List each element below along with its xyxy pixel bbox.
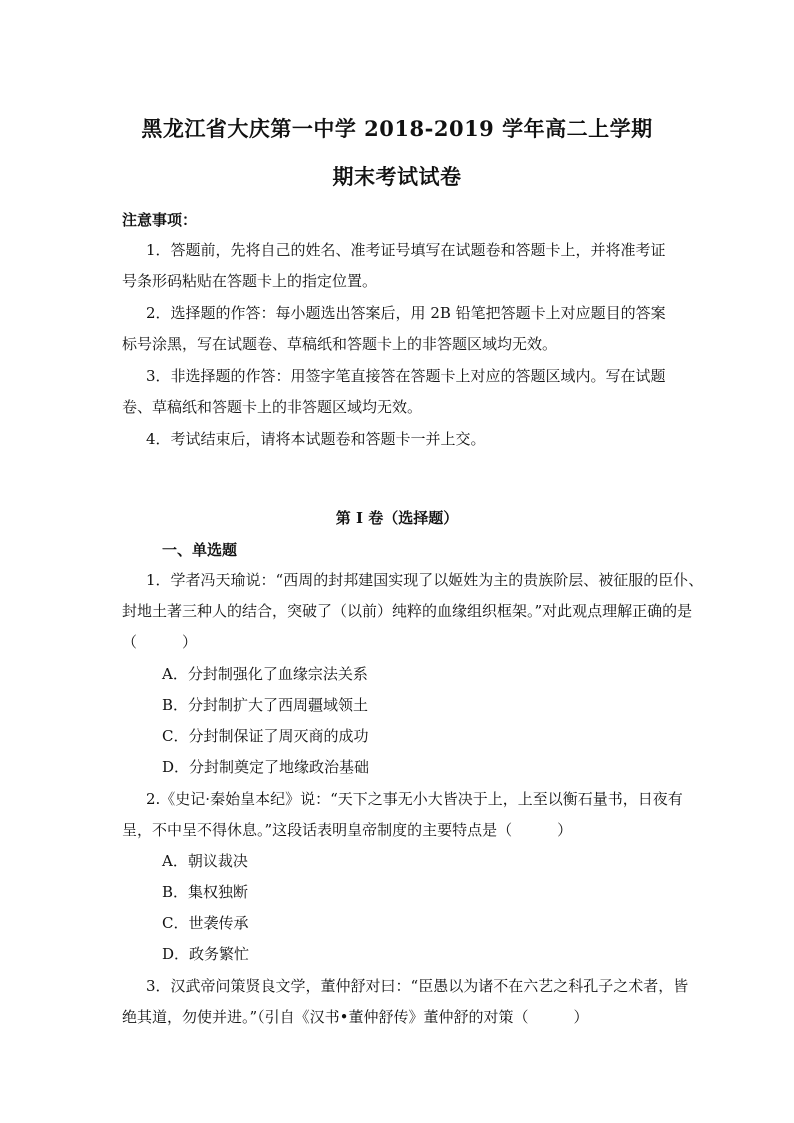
notice-line-6: 卷、草稿纸和答题卡上的非答题区域均无效。 xyxy=(122,398,423,416)
notice-line-1: 1．答题前，先将自己的姓名、准考证号填写在试题卷和答题卡上，并将准考证 xyxy=(146,241,666,259)
part-title: 一、单选题 xyxy=(162,541,238,559)
question-1-line-3: （ ） xyxy=(122,633,198,651)
notice-heading: 注意事项： xyxy=(122,211,198,229)
section-title: 第 I 卷（选择题） xyxy=(335,509,459,527)
notice-line-4: 标号涂黑，写在试题卷、草稿纸和答题卡上的非答题区域均无效。 xyxy=(122,335,558,353)
question-3-line-1: 3．汉武帝问策贤良文学，董仲舒对曰：“臣愚以为诸不在六艺之科孔子之术者，皆 xyxy=(146,977,689,995)
question-2-option-d: D．政务繁忙 xyxy=(162,945,250,963)
question-1-option-c: C．分封制保证了周灭商的成功 xyxy=(162,727,369,745)
question-1-line-2: 封地土著三种人的结合，突破了（以前）纯粹的血缘组织框架。”对此观点理解正确的是 xyxy=(122,602,693,620)
question-3-line-2: 绝其道，勿使并进。”（引自《汉书•董仲舒传》董仲舒的对策（ ） xyxy=(122,1008,589,1026)
question-1-option-d: D．分封制奠定了地缘政治基础 xyxy=(162,758,370,776)
exam-title-line2: 期末考试试卷 xyxy=(332,164,462,189)
notice-line-2: 号条形码粘贴在答题卡上的指定位置。 xyxy=(122,272,378,290)
question-2-line-2: 呈，不中呈不得休息。”这段话表明皇帝制度的主要特点是（ ） xyxy=(122,821,573,839)
notice-line-5: 3．非选择题的作答：用签字笔直接答在答题卡上对应的答题区域内。写在试题 xyxy=(146,367,666,385)
question-1-line-1: 1．学者冯天瑜说：“西周的封邦建国实现了以姬姓为主的贵族阶层、被征服的臣仆、 xyxy=(146,571,704,589)
notice-line-7: 4．考试结束后，请将本试题卷和答题卡一并上交。 xyxy=(146,430,486,448)
notice-line-3: 2．选择题的作答：每小题选出答案后，用 2B 铅笔把答题卡上对应题目的答案 xyxy=(146,304,666,322)
exam-title-line1: 黑龙江省大庆第一中学 2018-2019 学年高二上学期 xyxy=(141,116,653,141)
question-2-option-a: A．朝议裁决 xyxy=(162,852,248,870)
question-2-line-1: 2.《史记·秦始皇本纪》说：“天下之事无小大皆决于上，上至以衡石量书，日夜有 xyxy=(146,790,683,808)
question-2-option-c: C．世袭传承 xyxy=(162,914,249,932)
question-1-option-a: A．分封制强化了血缘宗法关系 xyxy=(162,665,368,683)
question-2-option-b: B．集权独断 xyxy=(162,883,249,901)
question-1-option-b: B．分封制扩大了西周疆域领土 xyxy=(162,696,369,714)
